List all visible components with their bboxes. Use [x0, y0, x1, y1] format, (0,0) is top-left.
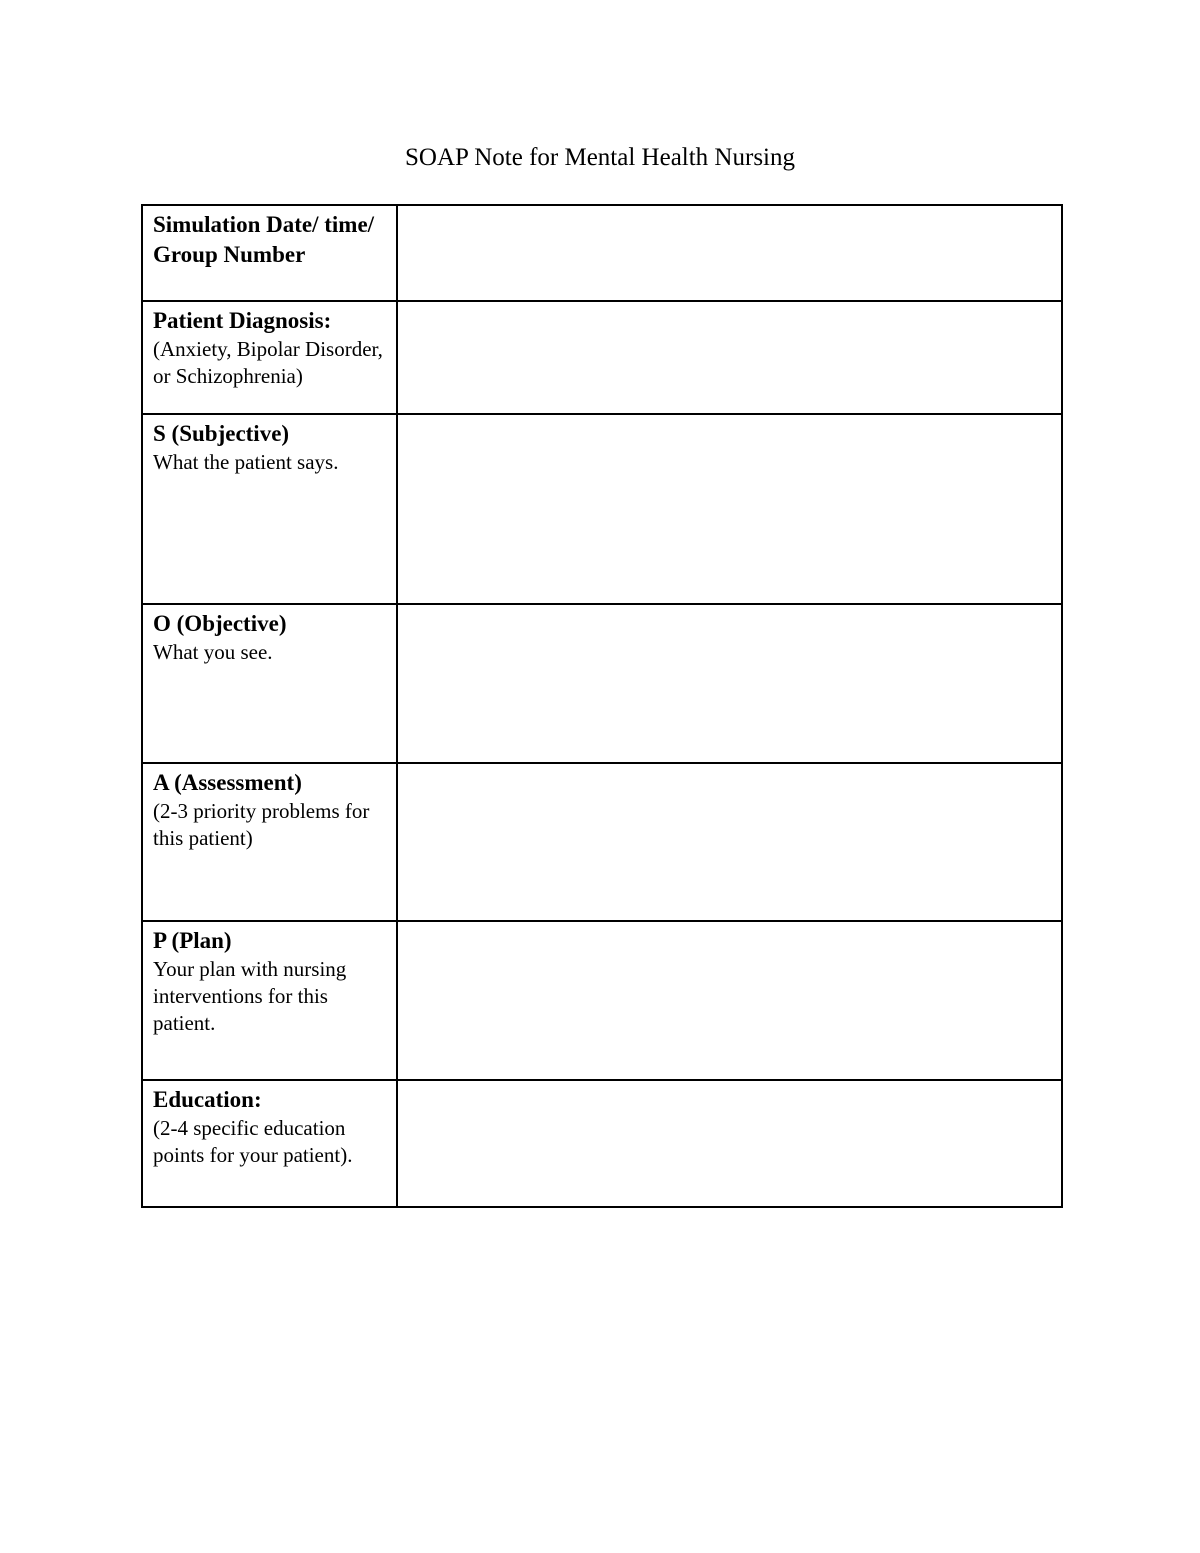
row-label-assessment — [142, 763, 397, 921]
label-description: What the patient says. — [153, 450, 339, 474]
label-description: (2-3 priority problems for this patient) — [153, 799, 370, 850]
table-row-objective — [142, 604, 1062, 763]
label-title: O (Objective) — [153, 611, 287, 636]
label-description: (2-4 specific education points for your patient). — [153, 1116, 353, 1167]
page-title: SOAP Note for Mental Health Nursing — [405, 144, 795, 171]
row-label-simulation — [142, 205, 397, 301]
answer-cell-subjective[interactable] — [397, 414, 1062, 604]
label-description: Your plan with nursing interventions for this patient. — [153, 957, 347, 1035]
table-row-education — [142, 1080, 1062, 1207]
label-title: P (Plan) — [153, 928, 232, 953]
label-title: Simulation Date/ time/ Group Number — [153, 212, 375, 267]
label-description: (Anxiety, Bipolar Disorder, or Schizophrenia) — [153, 337, 383, 388]
row-label-education — [142, 1080, 397, 1207]
answer-cell-diagnosis[interactable] — [397, 301, 1062, 414]
table-row-plan — [142, 921, 1062, 1080]
table-row-assessment — [142, 763, 1062, 921]
answer-cell-plan[interactable] — [397, 921, 1062, 1080]
table-row-diagnosis — [142, 301, 1062, 414]
label-title: A (Assessment) — [153, 770, 302, 795]
row-label-subjective — [142, 414, 397, 604]
answer-cell-education[interactable] — [397, 1080, 1062, 1207]
row-label-diagnosis — [142, 301, 397, 414]
row-label-plan — [142, 921, 397, 1080]
answer-cell-objective[interactable] — [397, 604, 1062, 763]
table-row-subjective — [142, 414, 1062, 604]
table-row-simulation — [142, 205, 1062, 301]
soap-note-table — [141, 204, 1063, 1208]
label-title: Patient Diagnosis: — [153, 308, 332, 333]
label-description: What you see. — [153, 640, 273, 664]
answer-cell-simulation[interactable] — [397, 205, 1062, 301]
row-label-objective — [142, 604, 397, 763]
label-title: Education: — [153, 1087, 262, 1112]
answer-cell-assessment[interactable] — [397, 763, 1062, 921]
label-title: S (Subjective) — [153, 421, 290, 446]
